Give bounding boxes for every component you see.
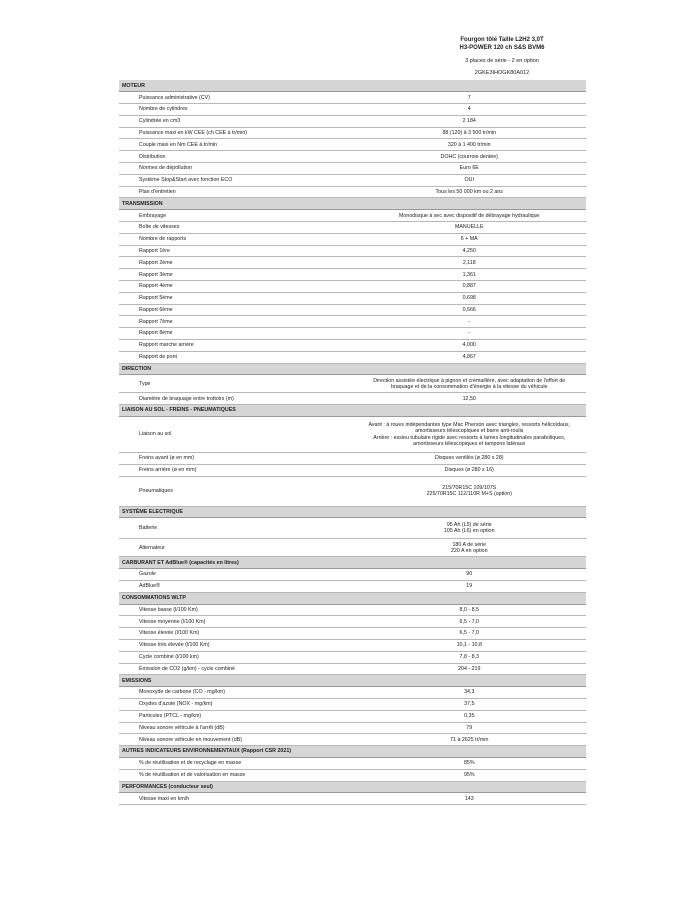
spec-value-line: 0,566 (462, 306, 476, 313)
spec-row (119, 663, 586, 675)
spec-value-line: 12,50 (462, 395, 476, 402)
spec-label: % de réutilisation et de valorisation en masse (119, 769, 353, 781)
spec-label: Nombre de rapports (119, 233, 353, 245)
spec-row (119, 722, 586, 734)
spec-label: Normes de dépollution (119, 163, 353, 175)
spec-value (353, 769, 587, 781)
spec-value-line: 95% (463, 772, 475, 778)
spec-label: Rapport 7ème (119, 316, 353, 328)
spec-value-line: 6 + MA (460, 236, 478, 243)
spec-row (119, 581, 586, 593)
spec-row (119, 139, 586, 151)
spec-value (353, 115, 587, 127)
spec-label: Système Stop&Start avec fonction ECO (119, 174, 353, 186)
section-header (119, 592, 586, 604)
spec-label: Distribution (119, 151, 353, 163)
spec-label: Nombre de cylindres (119, 104, 353, 116)
spec-value (353, 139, 587, 151)
spec-row (119, 92, 586, 104)
spec-label: Cycle combiné (l/100 km) (119, 651, 353, 663)
section-title: DIRECTION (119, 363, 586, 375)
spec-value (353, 663, 587, 675)
spec-value-line: Arrière : essieu tubulaire rigide avec ressorts à lames longitudinales paraboliques, (373, 434, 566, 441)
spec-row (119, 127, 586, 139)
spec-value-line: amortisseurs télescopiques et tampons latéraux (413, 440, 526, 447)
spec-value-line: 0,35 (464, 713, 475, 720)
spec-row (119, 292, 586, 304)
spec-value (353, 222, 587, 234)
spec-value (353, 127, 587, 139)
spec-value-line: 95 Ah (L5) de série (446, 522, 492, 529)
spec-value (353, 151, 587, 163)
spec-label: Batterie (119, 518, 353, 539)
spec-value-line: 8,0 - 8,5 (459, 606, 479, 613)
spec-value-line: 4,867 (462, 354, 476, 361)
spec-label: Rapport 3ème (119, 269, 353, 281)
spec-value-line: 10,1 - 10,8 (456, 642, 482, 649)
section-header (119, 746, 586, 758)
spec-row (119, 233, 586, 245)
spec-row (119, 757, 586, 769)
spec-label: Couple maxi en Nm CEE à tr/min (119, 139, 353, 151)
spec-label: Vitesse très élevée (l/100 Km) (119, 639, 353, 651)
spec-value (353, 210, 587, 222)
spec-row (119, 604, 586, 616)
spec-label: Diamètre de braquage entre trottoirs (m) (119, 393, 353, 405)
spec-value (353, 316, 587, 328)
spec-label: Boîte de vitesses (119, 222, 353, 234)
section-header (119, 198, 586, 210)
section-title: SYSTÈME ELECTRIQUE (119, 506, 586, 518)
spec-value (353, 292, 587, 304)
spec-value (353, 375, 587, 393)
spec-label: Rapport 1ère (119, 245, 353, 257)
spec-label: Rapport 2ème (119, 257, 353, 269)
spec-value-line: Euro 6E (459, 165, 479, 172)
spec-value-line: DOHC (courroie dentée) (440, 153, 498, 160)
spec-row (119, 328, 586, 340)
spec-value (353, 245, 587, 257)
spec-row (119, 281, 586, 293)
spec-label: Puissance maxi en kW CEE (ch CEE à tr/min) (119, 127, 353, 139)
spec-row (119, 115, 586, 127)
spec-value-line: 143 (464, 795, 474, 802)
spec-value-line: amortisseurs télescopiques et barre anti-roulis (415, 428, 524, 435)
spec-value (353, 518, 587, 539)
spec-row (119, 710, 586, 722)
spec-row (119, 104, 586, 116)
spec-row (119, 269, 586, 281)
spec-value-line: Tous les 50 000 km ou 2 ans (435, 188, 503, 195)
spec-value-line: OUI (464, 177, 474, 184)
spec-row (119, 616, 586, 628)
section-title: PERFORMANCES (conducteur seul) (119, 781, 586, 793)
section-header (119, 80, 586, 92)
spec-value (353, 628, 587, 640)
spec-value-line: Avant : à roues indépendantes type Mac Pherson avec triangles, ressorts hélicoïdaux, (368, 421, 571, 428)
spec-value (353, 393, 587, 405)
spec-row (119, 174, 586, 186)
section-header (119, 405, 586, 417)
spec-value (353, 453, 587, 465)
spec-row (119, 476, 586, 506)
spec-label: Plan d'entretien (119, 186, 353, 198)
spec-label: Vitesse basse (l/100 Km) (119, 604, 353, 616)
spec-value-line: 4 (467, 106, 471, 113)
spec-label: Rapport 8ème (119, 328, 353, 340)
spec-label: Rapport 5ème (119, 292, 353, 304)
spec-value (353, 616, 587, 628)
spec-value-line: 6,5 - 7,0 (459, 630, 479, 637)
spec-label: Puissance administrative (CV) (119, 92, 353, 104)
spec-label: Rapport de pont (119, 351, 353, 363)
spec-value-line: Direction assistée électrique à pignon et crémaillère, avec adaptation de l'effort de (373, 377, 566, 384)
spec-row (119, 222, 586, 234)
spec-label: Gazole (119, 569, 353, 581)
spec-value (353, 340, 587, 352)
spec-value-line (353, 497, 587, 503)
spec-row (119, 464, 586, 476)
spec-value-line: Disques ventilés (ø 280 x 28) (434, 455, 504, 462)
spec-value-line: braquage et de la consommation d'énergie à la vitesse du véhicule (391, 383, 548, 390)
spec-row (119, 518, 586, 539)
spec-label: Oxydes d'azote (NOX - mg/km) (119, 698, 353, 710)
spec-row (119, 539, 586, 557)
spec-label: Pneumatiques (119, 476, 353, 506)
spec-value (353, 581, 587, 593)
spec-label: Émission de CO2 (g/km) - cycle combiné (119, 663, 353, 675)
spec-value-line: 2,118 (462, 259, 476, 266)
spec-row (119, 375, 586, 393)
spec-value-line: 4,000 (462, 342, 476, 349)
spec-value-line: 2 184 (462, 118, 476, 125)
spec-label: Freins avant (ø en mm) (119, 453, 353, 465)
spec-value (353, 464, 587, 476)
spec-row (119, 698, 586, 710)
section-header (119, 781, 586, 793)
spec-value (353, 687, 587, 699)
spec-row (119, 628, 586, 640)
vehicle-title-line2: H3-POWER 120 ch S&S BVM6 (459, 45, 545, 51)
spec-value-line: 19 (466, 583, 473, 590)
spec-row (119, 453, 586, 465)
spec-value-line: - (468, 330, 471, 337)
section-header (119, 675, 586, 687)
spec-row (119, 769, 586, 781)
spec-row (119, 793, 586, 805)
spec-row (119, 734, 586, 746)
spec-row (119, 304, 586, 316)
spec-value (353, 710, 587, 722)
spec-value (353, 722, 587, 734)
spec-value (353, 328, 587, 340)
spec-label: Niveau sonore véhicule en mouvement (dB) (119, 734, 353, 746)
spec-row (119, 639, 586, 651)
spec-row (119, 245, 586, 257)
spec-value-line: 220 A en option (450, 547, 488, 554)
spec-row (119, 163, 586, 175)
spec-value-line: 85% (463, 760, 475, 767)
spec-row (119, 393, 586, 405)
spec-value (353, 604, 587, 616)
spec-label: % de réutilisation et de recyclage en masse (119, 757, 353, 769)
spec-row (119, 351, 586, 363)
spec-value (353, 539, 587, 557)
spec-value (353, 233, 587, 245)
spec-value-line: 215/70R15C 109/107S (442, 484, 497, 491)
spec-value (353, 734, 587, 746)
spec-value-line: 105 Ah (L6) en option (443, 528, 495, 535)
spec-value-line: 204 - 219 (458, 665, 481, 672)
spec-table-body (119, 80, 586, 805)
spec-value (353, 793, 587, 805)
spec-value (353, 651, 587, 663)
spec-value (353, 639, 587, 651)
spec-value (353, 281, 587, 293)
spec-value-line: 7,8 - 8,3 (459, 654, 479, 661)
section-title: AUTRES INDICATEURS ENVIRONNEMENTAUX (Rapport CSR 2021) (119, 746, 586, 758)
spec-value-line: - (468, 318, 471, 325)
spec-row (119, 210, 586, 222)
spec-value (353, 351, 587, 363)
spec-value (353, 92, 587, 104)
spec-value (353, 476, 587, 506)
spec-label: Vitesse moyenne (l/100 Km) (119, 616, 353, 628)
spec-label: Freins arrière (ø en mm) (119, 464, 353, 476)
spec-value (353, 569, 587, 581)
spec-value-line: 0,698 (462, 295, 476, 302)
spec-value-line: MANUELLE (454, 224, 484, 231)
spec-value-line: Disques (ø 280 x 16) (444, 467, 494, 474)
spec-label: Rapport 4ème (119, 281, 353, 293)
spec-label: Niveau sonore véhicule à l'arrêt (dB) (119, 722, 353, 734)
spec-row (119, 340, 586, 352)
spec-value-line: 180 A de série (452, 541, 487, 548)
spec-row (119, 257, 586, 269)
spec-row (119, 151, 586, 163)
spec-value-line: 0,887 (462, 283, 476, 290)
spec-value (353, 163, 587, 175)
section-title: CARBURANT ET AdBlue® (capacités en litres) (119, 557, 586, 569)
spec-row (119, 186, 586, 198)
spec-value-line: 37,5 (464, 701, 475, 708)
spec-value (353, 186, 587, 198)
spec-row (119, 569, 586, 581)
spec-label: Vitesse maxi en km/h (119, 793, 353, 805)
section-header (119, 363, 586, 375)
spec-value (353, 174, 587, 186)
spec-label: AdBlue® (119, 581, 353, 593)
spec-label: Embrayage (119, 210, 353, 222)
seats-info: 3 places de série - 2 en option (465, 58, 539, 64)
spec-value-line: 1,361 (462, 271, 476, 278)
spec-label: Vitesse élevée (l/100 Km) (119, 628, 353, 640)
spec-value-line: 6,5 - 7,0 (459, 618, 479, 625)
section-header (119, 557, 586, 569)
vehicle-title-line1: Fourgon tôlé Taille L2H2 3,0T (460, 37, 544, 43)
spec-value-line: Monodisque à sec avec dispositif de débrayage hydraulique (399, 212, 540, 219)
section-title: EMISSIONS (119, 675, 586, 687)
version-code: 2GKE3IHOGK80A012 (474, 70, 530, 76)
spec-value (353, 257, 587, 269)
spec-value-line: 34,3 (464, 689, 475, 696)
spec-row (119, 687, 586, 699)
section-title: MOTEUR (119, 80, 586, 92)
spec-label: Monoxyde de carbone (CO - mg/km) (119, 687, 353, 699)
spec-value-line: 71 à 2625 tr/min (450, 736, 489, 743)
spec-label: Rapport marche arrière (119, 340, 353, 352)
section-title: TRANSMISSION (119, 198, 586, 210)
spec-label: Liaison au sol (119, 417, 353, 453)
spec-label: Particules (PTCL - mg/km) (119, 710, 353, 722)
spec-value (353, 757, 587, 769)
spec-label: Rapport 6ème (119, 304, 353, 316)
spec-label: Type (119, 375, 353, 393)
spec-value (353, 417, 587, 453)
spec-label: Alternateur (119, 539, 353, 557)
spec-row (119, 417, 586, 453)
spec-value-line: 7 (467, 94, 471, 101)
spec-table (119, 80, 586, 805)
spec-label: Cylindrée en cm3 (119, 115, 353, 127)
spec-value (353, 269, 587, 281)
spec-value (353, 304, 587, 316)
spec-value-line: 90 (466, 571, 473, 578)
spec-value (353, 698, 587, 710)
spec-value-line: 4,250 (462, 247, 476, 254)
spec-value-line: 88 (120) à 3 500 tr/min (442, 129, 497, 136)
section-title: LIAISON AU SOL - FREINS - PNEUMATIQUES (119, 405, 586, 417)
spec-value-line: 79 (466, 724, 473, 731)
spec-value (353, 104, 587, 116)
spec-row (119, 651, 586, 663)
spec-value-line: 320 à 1 400 tr/min (447, 141, 491, 148)
spec-row (119, 316, 586, 328)
spec-value-line: 225/70R15C 112/110R M+S (option) (426, 491, 512, 498)
section-title: CONSOMMATIONS WLTP (119, 592, 586, 604)
section-header (119, 506, 586, 518)
